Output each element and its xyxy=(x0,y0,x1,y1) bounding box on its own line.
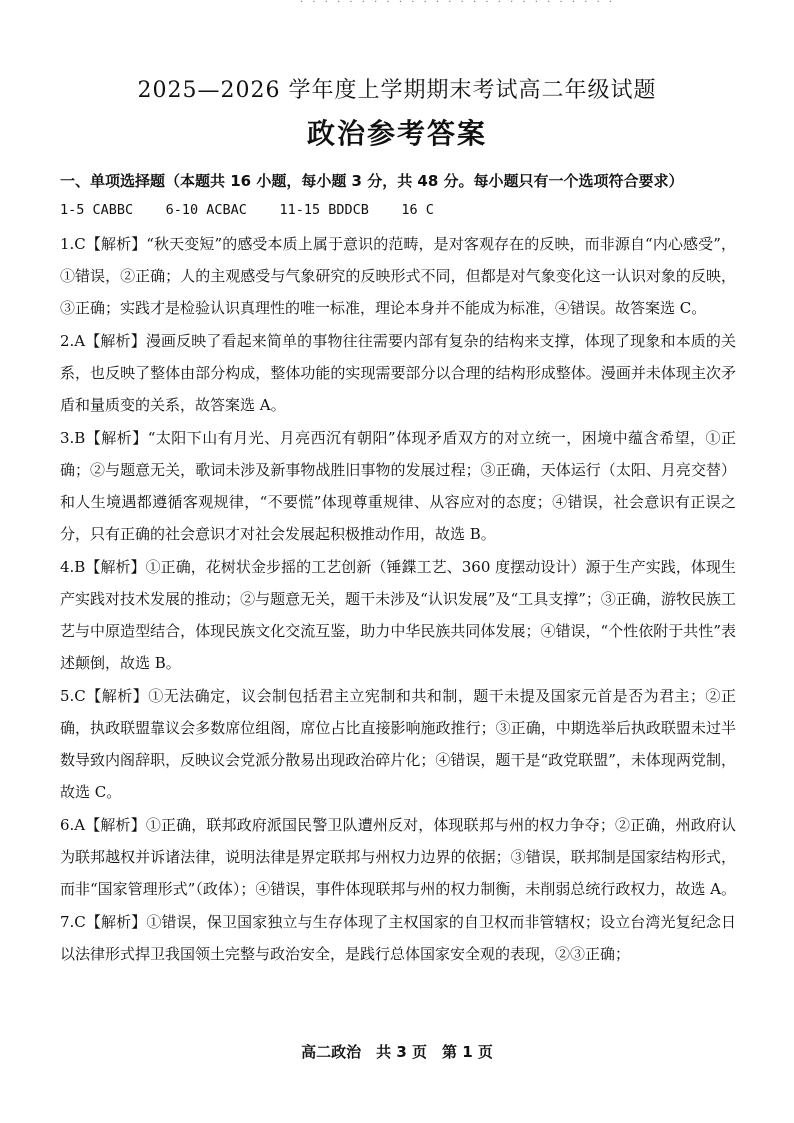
answer-item-5: 5.C【解析】①无法确定，议会制包括君主立宪制和共和制，题干未提及国家元首是否为君主；②正确，执政联盟靠议会多数席位组阁，席位占比直接影响施政推行；③正确，中期选举后执政联盟未过半数导致内阁辞职，反映议会党派分散易出现政治碎片化；④错误，题干是“政党联盟”，未体现两党制，故选 C。 xyxy=(60,687,736,801)
answer-item-7: 7.C【解析】①错误，保卫国家独立与生存体现了主权国家的自卫权而非管辖权；设立台湾光复纪念日以法律形式捍卫我国领土完整与政治安全，是践行总体国家安全观的表现，②③正确； xyxy=(60,913,736,963)
answer-key-line: 1-5 CABBC 6-10 ACBAC 11-15 BDDCB 16 C xyxy=(60,202,434,218)
answer-explanations xyxy=(60,228,736,970)
answer-item-2: 2.A【解析】漫画反映了看起来简单的事物往往需要内部有复杂的结构来支撑，体现了现象和本质的关系，也反映了整体由部分构成，整体功能的实现需要部分以合理的结构形成整体。漫画并未体现主次矛盾和量质变的关系，故答案选 A。 xyxy=(60,332,736,414)
page-subtitle: 政治参考答案 xyxy=(306,117,487,150)
header-scan-artifact: · · · · · · · · · · · · · · · · · · · · · · · · · · xyxy=(300,0,616,6)
exam-title: 2025—2026 学年度上学期期末考试高二年级试题 xyxy=(137,78,657,103)
answer-item-6: 6.A【解析】①正确，联邦政府派国民警卫队遭州反对，体现联邦与州的权力争夺；②正确，州政府认为联邦越权并诉诸法律，说明法律是界定联邦与州权力边界的依据；③错误，联邦制是国家结构形式，而非“国家管理形式”（政体）；④错误，事件体现联邦与州的权力制衡，未削弱总统行政权力，故选 A。 xyxy=(60,816,736,898)
section-heading: 一、单项选择题（本题共 16 小题，每小题 3 分，共 48 分。每小题只有一个选项符合要求） xyxy=(60,172,684,190)
page-footer: 高二政治 共 3 页 第 1 页 xyxy=(301,1043,493,1061)
answer-item-3: 3.B【解析】“太阳下山有月光、月亮西沉有朝阳”体现矛盾双方的对立统一，困境中蕴含希望，①正确；②与题意无关，歌词未涉及新事物战胜旧事物的发展过程；③正确，天体运行（太阳、月亮交替）和人生境遇都遵循客观规律，“不要慌”体现尊重规律、从容应对的态度；④错误，社会意识有正误之分，只有正确的社会意识才对社会发展起积极推动作用，故选 B。 xyxy=(60,429,736,543)
answer-item-4: 4.B【解析】①正确，花树状金步摇的工艺创新（锤鍱工艺、360 度摆动设计）源于生产实践，体现生产实践对技术发展的推动；②与题意无关，题干未涉及“认识发展”及“工具支撑”；③正确，游牧民族工艺与中原造型结合，体现民族文化交流互鉴，助力中华民族共同体发展；④错误，“个性依附于共性”表述颠倒，故选 B。 xyxy=(60,558,736,672)
answer-item-1: 1.C【解析】“秋天变短”的感受本质上属于意识的范畴，是对客观存在的反映，而非源自“内心感受”，①错误，②正确；人的主观感受与气象研究的反映形式不同，但都是对气象变化这一认识对象的反映，③正确；实践才是检验认识真理性的唯一标准，理论本身并不能成为标准，④错误。故答案选 C。 xyxy=(60,235,736,317)
